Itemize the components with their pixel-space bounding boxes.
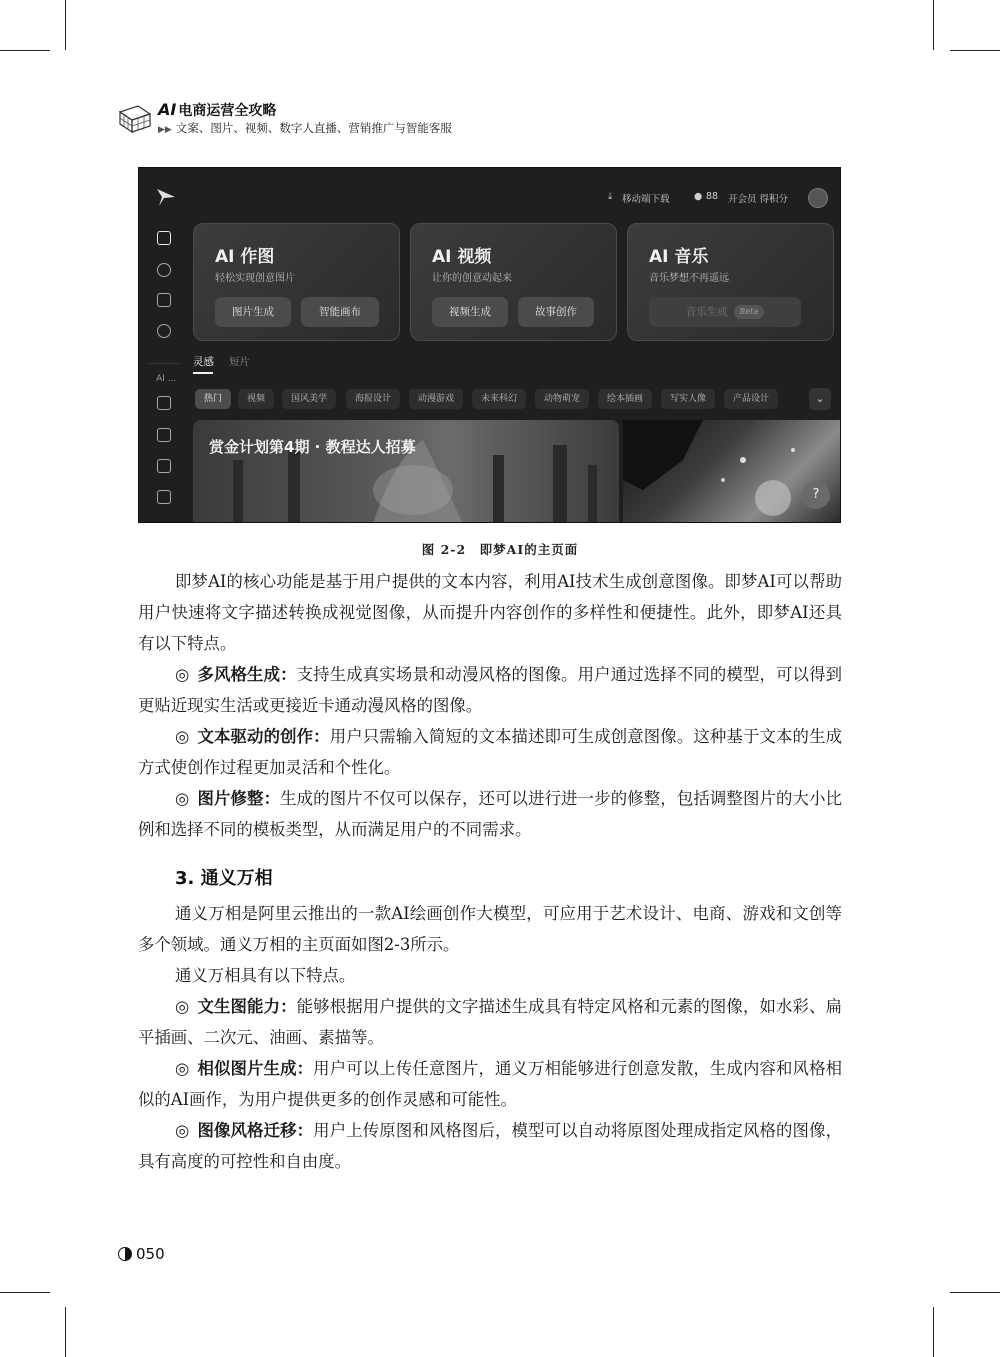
box-icon[interactable]: [157, 293, 171, 307]
artwork-thumbnail[interactable]: [623, 420, 841, 523]
bullet-text: 用户只需输入简短的文本描述即可生成创意图像。这种基于文本的生成方式使创作过程更加灵活和个性化。: [138, 727, 843, 777]
book-title: AI 电商运营全攻略: [158, 100, 277, 119]
paragraph-features: 通义万相具有以下特点。: [175, 966, 356, 985]
story-create-button[interactable]: 故事创作: [518, 297, 594, 327]
mobile-download-link[interactable]: 移动端下载: [622, 194, 670, 205]
chip-hot[interactable]: 热门: [195, 389, 231, 409]
section-heading: 3. 通义万相: [175, 868, 273, 889]
top-bar: [608, 188, 828, 208]
crop-mark: [950, 1292, 1000, 1293]
chip-portrait[interactable]: 写实人像: [661, 389, 715, 409]
bullet-multi-style: [138, 659, 842, 721]
folder-icon[interactable]: [157, 396, 171, 410]
compass-icon[interactable]: [157, 263, 171, 277]
figure-caption: 图 2-2 即梦AI的主页面: [421, 542, 579, 557]
grid-cube-icon: [118, 102, 152, 134]
sidebar: [139, 223, 187, 523]
card-title: AI 视频: [432, 247, 492, 267]
banner-title: 赏金计划第4期 · 教程达人招募: [209, 438, 416, 456]
half-moon-icon: [118, 1247, 132, 1261]
crop-mark: [950, 50, 1000, 51]
crop-mark: [65, 0, 66, 50]
chip-pets[interactable]: 动物萌宠: [535, 389, 589, 409]
chip-video[interactable]: 视频: [238, 389, 274, 409]
help-button[interactable]: ?: [802, 481, 830, 509]
card-ai-music[interactable]: [627, 223, 834, 341]
bullet-text: 用户可以上传任意图片，通义万相能够进行创意发散，生成内容和风格相似的AI画作，为用户提供更多的创作灵感和可能性。: [138, 1059, 843, 1109]
chip-anime-game[interactable]: 动漫游戏: [409, 389, 463, 409]
sidebar-divider: [149, 363, 179, 364]
points-count: 88: [706, 191, 719, 202]
download-icon[interactable]: ⤓: [608, 191, 613, 202]
card-title: AI 音乐: [649, 247, 709, 267]
paragraph-tongyi: 通义万相是阿里云推出的一款AI绘画创作大模型，可应用于艺术设计、电商、游戏和文创等多个领域。通义万相的主页面如图2-3所示。: [138, 904, 842, 954]
bullet-similar-image: [138, 1053, 842, 1115]
video-edit-icon[interactable]: [157, 490, 171, 504]
running-header: [118, 98, 538, 140]
smart-canvas-button[interactable]: 智能画布: [301, 297, 379, 327]
image-edit-icon[interactable]: [157, 428, 171, 442]
page-number: 050: [118, 1245, 165, 1263]
sidebar-section-label: AI ...: [156, 374, 177, 384]
bullet-text-to-image: [138, 991, 842, 1053]
bullet-icon: ◎: [175, 997, 190, 1016]
artwork-illustration: [623, 420, 841, 523]
crop-mark: [933, 1307, 934, 1357]
bullet-icon: ◎: [175, 1121, 190, 1140]
crop-mark: [933, 0, 934, 50]
image-generate-button[interactable]: 图片生成: [215, 297, 291, 327]
crop-mark: [0, 50, 50, 51]
home-icon[interactable]: [157, 231, 171, 245]
card-subtitle: 音乐梦想不再遥远: [649, 273, 729, 284]
bullet-title: 图像风格迁移：: [197, 1121, 314, 1140]
crop-mark: [65, 1307, 66, 1357]
jimeng-ai-screenshot: [138, 167, 841, 523]
avatar[interactable]: [808, 188, 828, 208]
chip-product[interactable]: 产品设计: [724, 389, 778, 409]
card-subtitle: 让你的创意动起来: [432, 273, 512, 284]
crop-mark: [0, 1292, 50, 1293]
tab-underline: [193, 372, 213, 374]
video-generate-button[interactable]: 视频生成: [432, 297, 508, 327]
user-icon[interactable]: [157, 324, 171, 338]
bullet-title: 多风格生成：: [197, 665, 297, 684]
card-title: AI 作图: [215, 247, 275, 267]
vip-link[interactable]: 开会员 得积分: [728, 194, 789, 205]
bullet-text: 支持生成真实场景和动漫风格的图像。用户通过选择不同的模型，可以得到更贴近现实生活或更接近卡通动漫风格的图像。: [138, 665, 843, 715]
chip-guofeng[interactable]: 国风美学: [282, 389, 336, 409]
promo-banner[interactable]: [193, 420, 619, 523]
music-generate-label: 音乐生成: [685, 306, 728, 318]
bullet-title: 图片修整：: [197, 789, 281, 808]
chevron-down-icon[interactable]: ⌄: [809, 388, 831, 410]
bullet-style-transfer: [138, 1115, 842, 1177]
bullet-title: 相似图片生成：: [197, 1059, 314, 1078]
card-subtitle: 轻松实现创意图片: [215, 273, 295, 284]
card-ai-video[interactable]: [410, 223, 617, 341]
points-icon: ●: [694, 191, 703, 202]
bullet-text: 能够根据用户提供的文字描述生成具有特定风格和元素的图像，如水彩、扁平插画、二次元、油画、素描等。: [138, 997, 843, 1047]
tab-inspiration[interactable]: 灵感: [193, 356, 214, 368]
card-ai-image[interactable]: [193, 223, 400, 341]
music-generate-button[interactable]: [649, 297, 801, 327]
app-logo-icon: [155, 186, 177, 208]
bullet-icon: ◎: [175, 789, 190, 808]
book-subtitle: ▶▶ 文案、图片、视频、数字人直播、营销推广与智能客服: [158, 121, 452, 135]
bullet-icon: ◎: [175, 665, 190, 684]
beta-badge: Beta: [734, 305, 764, 319]
bullet-image-edit: [138, 783, 842, 845]
bullet-title: 文生图能力：: [197, 997, 297, 1016]
bullet-text: 用户上传原图和风格图后，模型可以自动将原图处理成指定风格的图像，具有高度的可控性和自由度。: [138, 1121, 843, 1171]
crop-icon[interactable]: [157, 459, 171, 473]
chip-poster[interactable]: 海报设计: [346, 389, 400, 409]
chip-scifi[interactable]: 未来科幻: [472, 389, 526, 409]
bullet-icon: ◎: [175, 1059, 190, 1078]
bullet-title: 文本驱动的创作：: [197, 727, 330, 746]
bullet-text-driven: [138, 721, 842, 783]
bullet-icon: ◎: [175, 727, 190, 746]
paragraph-intro: 即梦AI的核心功能是基于用户提供的文本内容，利用AI技术生成创意图像。即梦AI可以帮助用户快速将文字描述转换成视觉图像，从而提升内容创作的多样性和便捷性。此外，即梦AI还具有以下特点。: [138, 572, 842, 653]
bullet-text: 生成的图片不仅可以保存，还可以进行进一步的修整，包括调整图片的大小比例和选择不同的模板类型，从而满足用户的不同需求。: [138, 789, 843, 839]
tab-shorts[interactable]: 短片: [229, 356, 250, 368]
chip-picture-book[interactable]: 绘本插画: [598, 389, 652, 409]
